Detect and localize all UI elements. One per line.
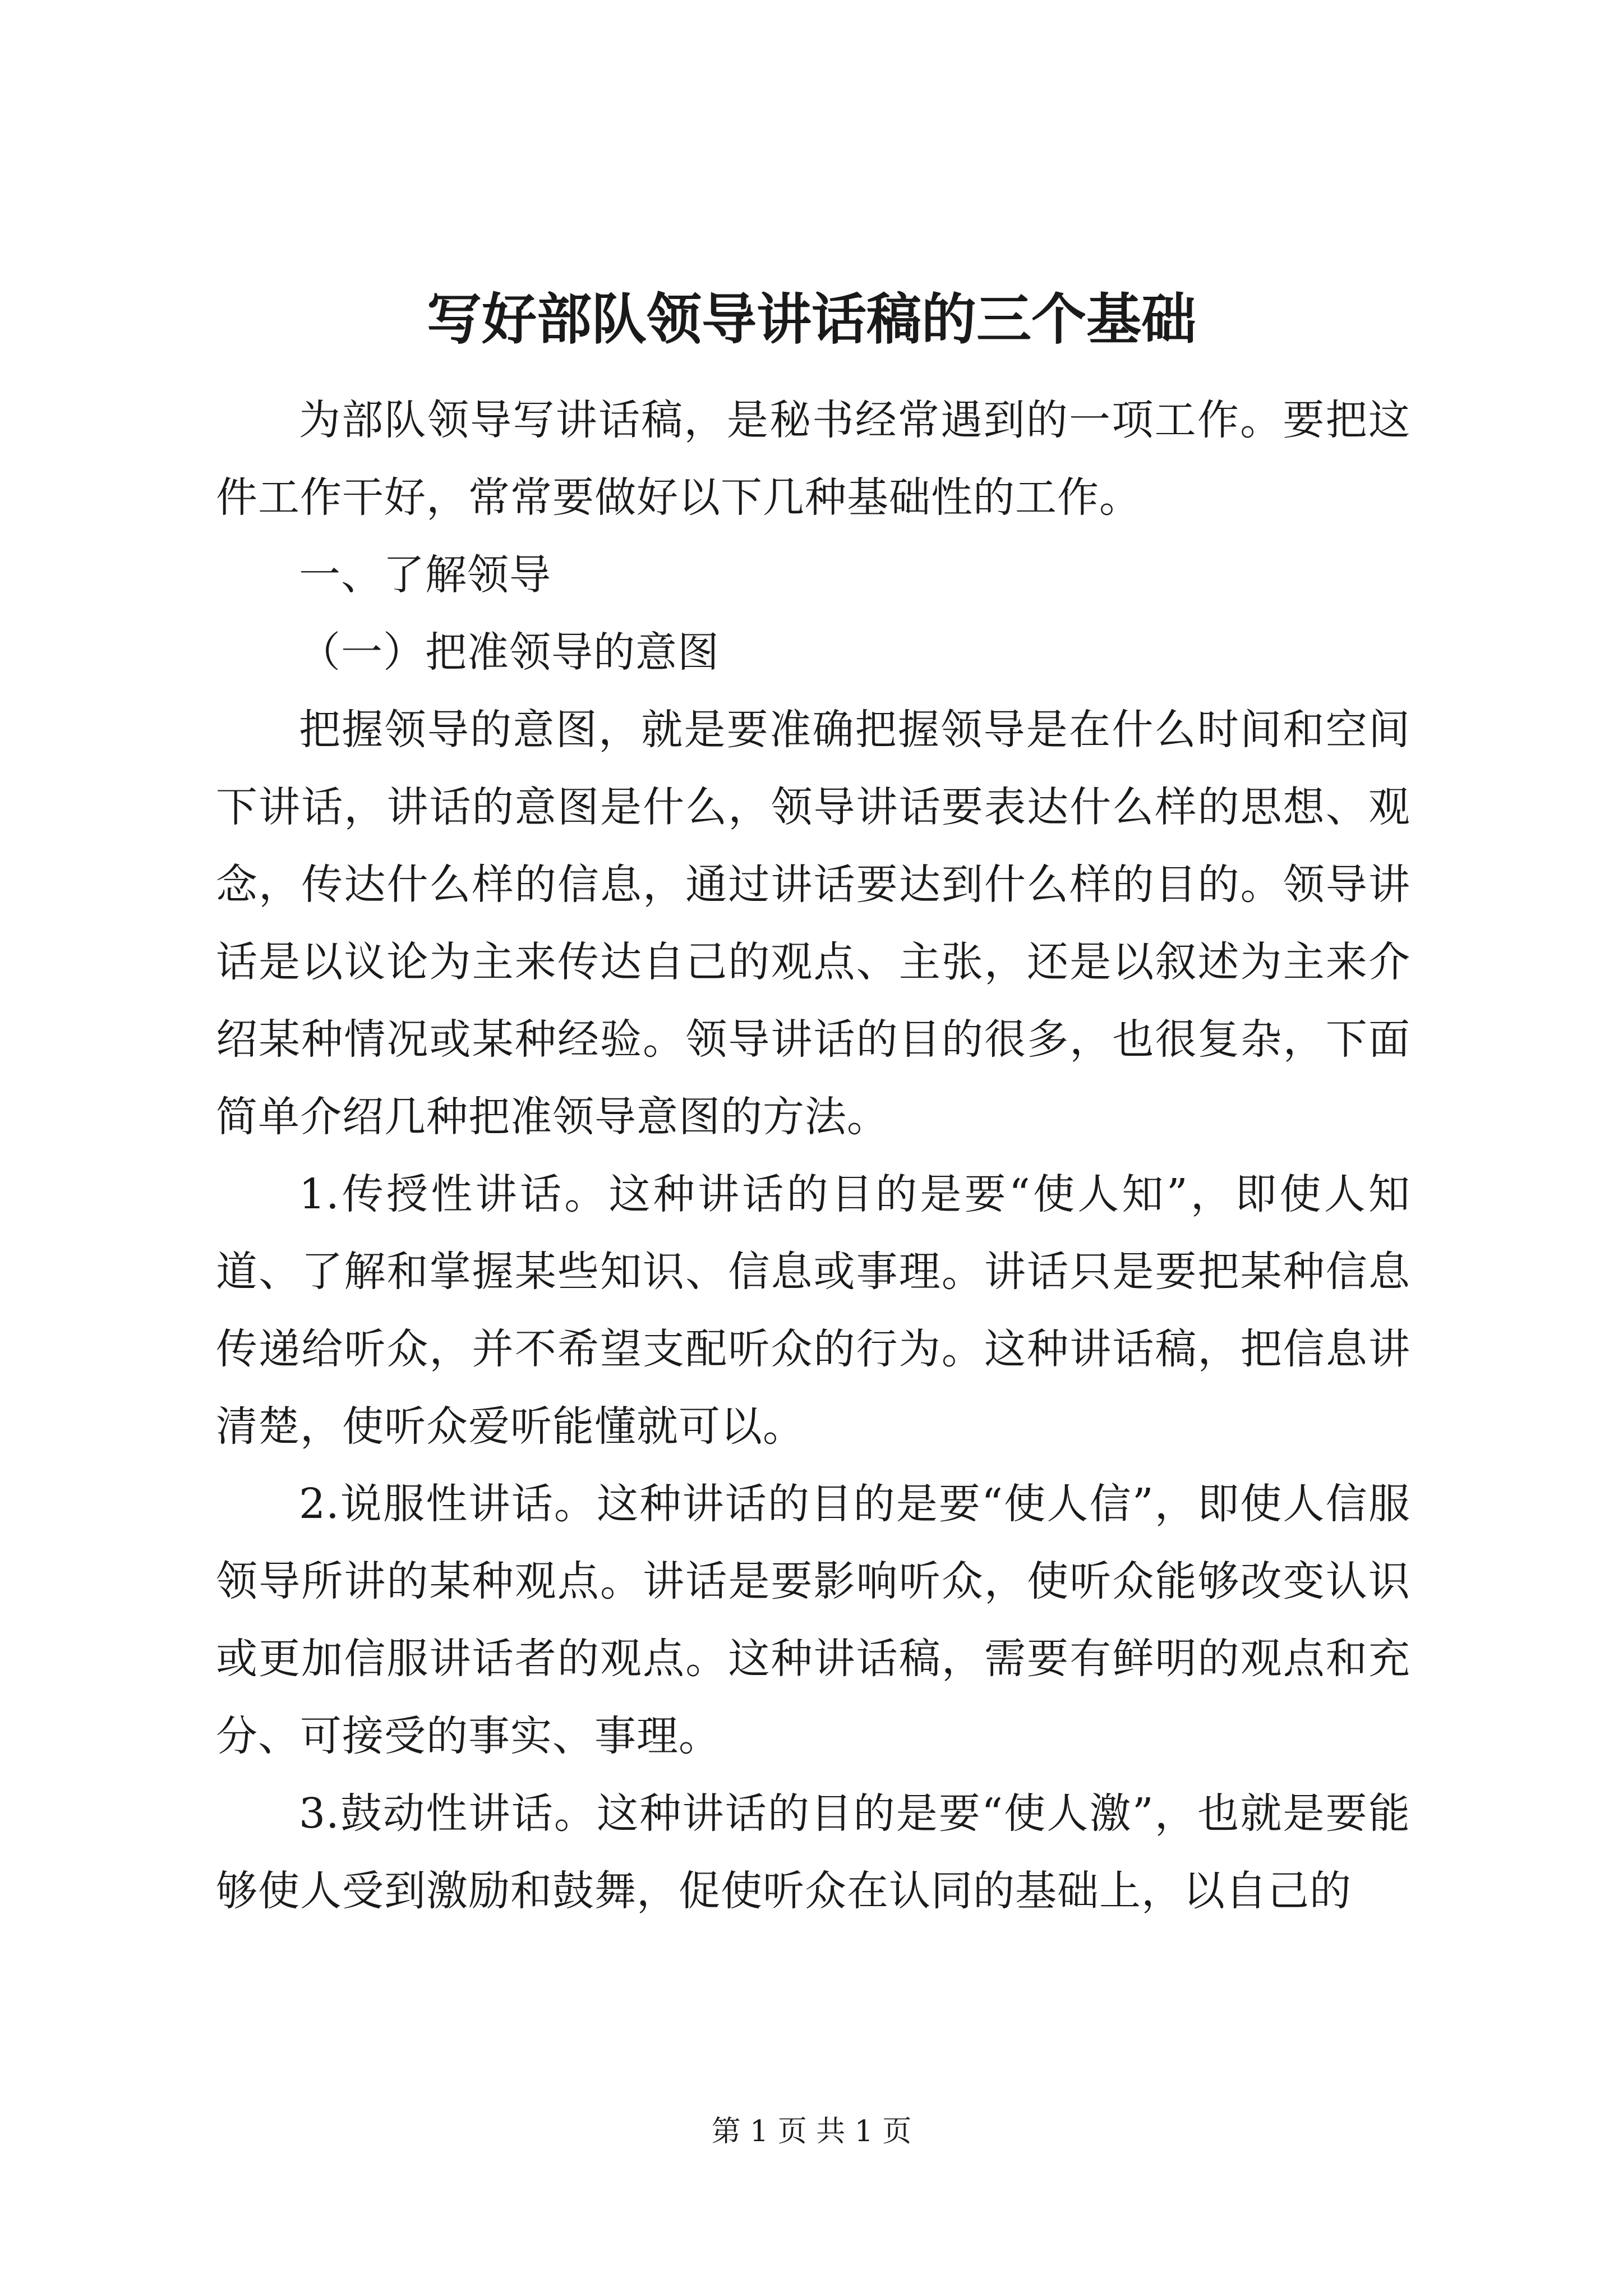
intro-paragraph: 为部队领导写讲话稿，是秘书经常遇到的一项工作。要把这件工作干好，常常要做好以下几种基础性的工作。 [216, 396, 1410, 522]
body-paragraph: 把握领导的意图，就是要准确把握领导是在什么时间和空间下讲话，讲话的意图是什么，领导讲话要表达什么样的思想、观念，传达什么样的信息，通过讲话要达到什么样的目的。领导讲话是以议论为主来传达自己的观点、主张，还是以叙述为主来介绍某种情况或某种经验。领导讲话的目的很多，也很复杂，下面简单介绍几种把准领导意图的方法。 [216, 706, 1410, 1141]
document-body [216, 381, 1410, 1930]
section-heading: 一、了解领导 [299, 551, 551, 599]
document-title: 写好部队领导讲话稿的三个基础 [426, 287, 1196, 352]
list-item-paragraph: 3.鼓动性讲话。这种讲话的目的是要“使人激”，也就是要能够使人受到激励和鼓舞，促使听众在认同的基础上，以自己的 [216, 1789, 1410, 1915]
list-item-paragraph: 1.传授性讲话。这种讲话的目的是要“使人知”，即使人知道、了解和掌握某些知识、信息或事理。讲话只是要把某种信息传递给听众，并不希望支配听众的行为。这种讲话稿，把信息讲清楚，使听众爱听能懂就可以。 [216, 1170, 1410, 1451]
page-number-footer: 第 1 页 共 1 页 [711, 2115, 912, 2148]
list-item-paragraph: 2.说服性讲话。这种讲话的目的是要“使人信”，即使人信服领导所讲的某种观点。讲话是要影响听众，使听众能够改变认识或更加信服讲话者的观点。这种讲话稿，需要有鲜明的观点和充分、可接受的事实、事理。 [216, 1480, 1410, 1760]
subsection-heading: （一）把准领导的意图 [299, 628, 720, 677]
